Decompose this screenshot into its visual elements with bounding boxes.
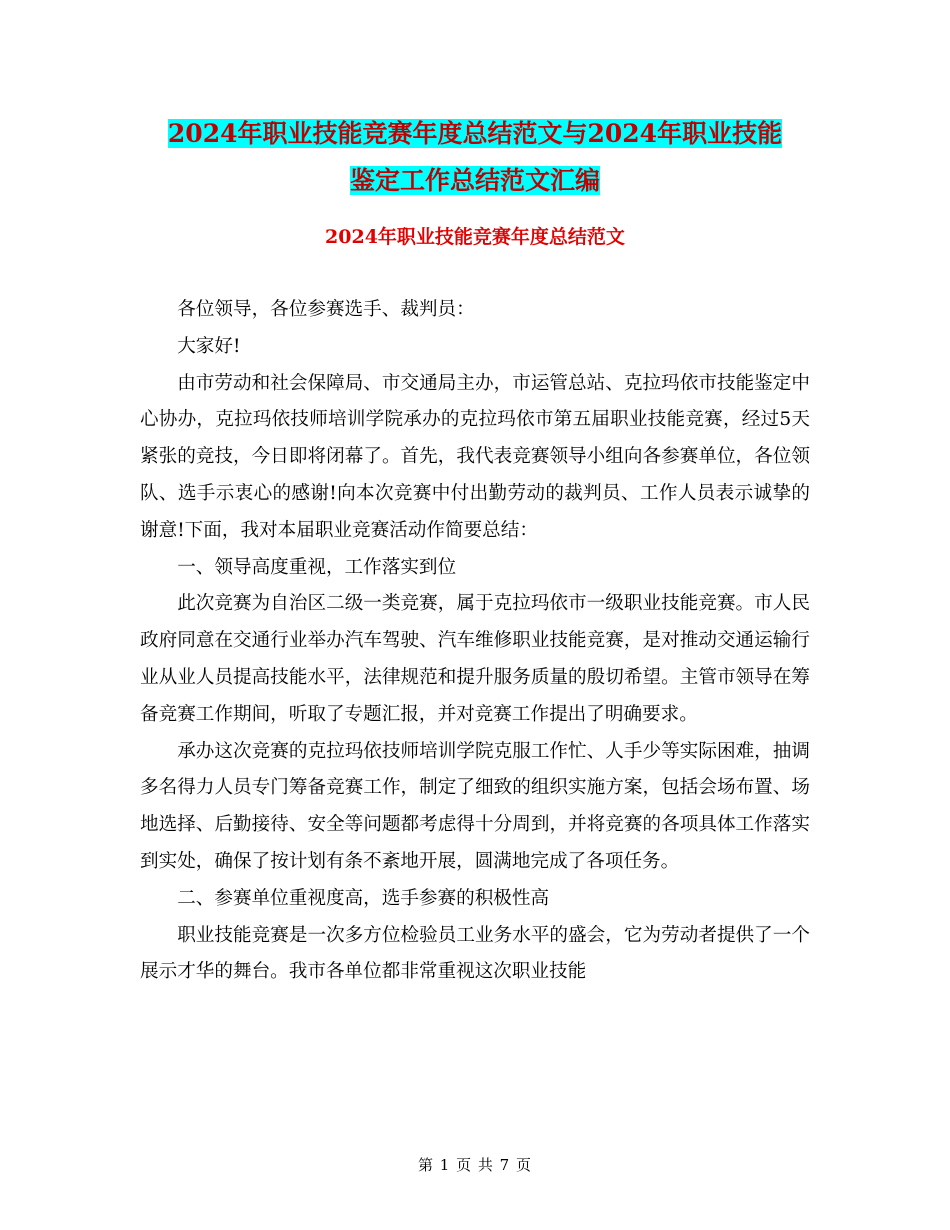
document-title-line-2: 鉴定工作总结范文汇编 bbox=[349, 166, 600, 195]
greeting: 大家好! bbox=[177, 335, 241, 357]
heading-two: 二、参赛单位重视度高，选手参赛的积极性高 bbox=[177, 887, 550, 909]
document-title-line-1: 2024年职业技能竞赛年度总结范文与2024年职业技能 bbox=[167, 119, 783, 148]
salutation: 各位领导，各位参赛选手、裁判员： bbox=[177, 299, 475, 320]
paragraph-intro: 由市劳动和社会保障局、市交通局主办，市运管总站、克拉玛依市技能鉴定中心协办，克拉玛依技师培训学院承办的克拉玛依市第五届职业技能竞赛，经过5天紧张的竞技，今日即将闭幕了。首先，我代表竞赛领导小组向各参赛单位，各位领队、选手示衷心的感谢!向本次竞赛中付出勤劳动的裁判员、工作人员表示诚挚的谢意!下面，我对本届职业竞赛活动作简要总结： bbox=[140, 372, 810, 541]
document-title bbox=[140, 110, 810, 204]
paragraph: 承办这次竞赛的克拉玛依技师培训学院克服工作忙、人手少等实际困难，抽调多名得力人员专门筹备竞赛工作，制定了细致的组织实施方案，包括会场布置、场地选择、后勤接待、安全等问题都考虑得十分周到，并将竞赛的各项具体工作落实到实处，确保了按计划有条不紊地开展，圆满地完成了各项任务。 bbox=[140, 740, 810, 872]
section-title: 2024年职业技能竞赛年度总结范文 bbox=[325, 226, 625, 248]
paragraph: 职业技能竞赛是一次多方位检验员工业务水平的盛会，它为劳动者提供了一个展示才华的舞台。我市各单位都非常重视这次职业技能 bbox=[140, 924, 810, 983]
heading-one: 一、领导高度重视，工作落实到位 bbox=[177, 556, 457, 578]
page-footer: 第 1 页 共 7 页 bbox=[418, 1156, 532, 1174]
paragraph: 此次竞赛为自治区二级一类竞赛，属于克拉玛依市一级职业技能竞赛。市人民政府同意在交通行业举办汽车驾驶、汽车维修职业技能竞赛，是对推动交通运输行业从业人员提高技能水平，法律规范和提升服务质量的殷切希望。主管市领导在筹备竞赛工作期间，听取了专题汇报，并对竞赛工作提出了明确要求。 bbox=[140, 593, 810, 725]
document-body bbox=[140, 292, 810, 991]
